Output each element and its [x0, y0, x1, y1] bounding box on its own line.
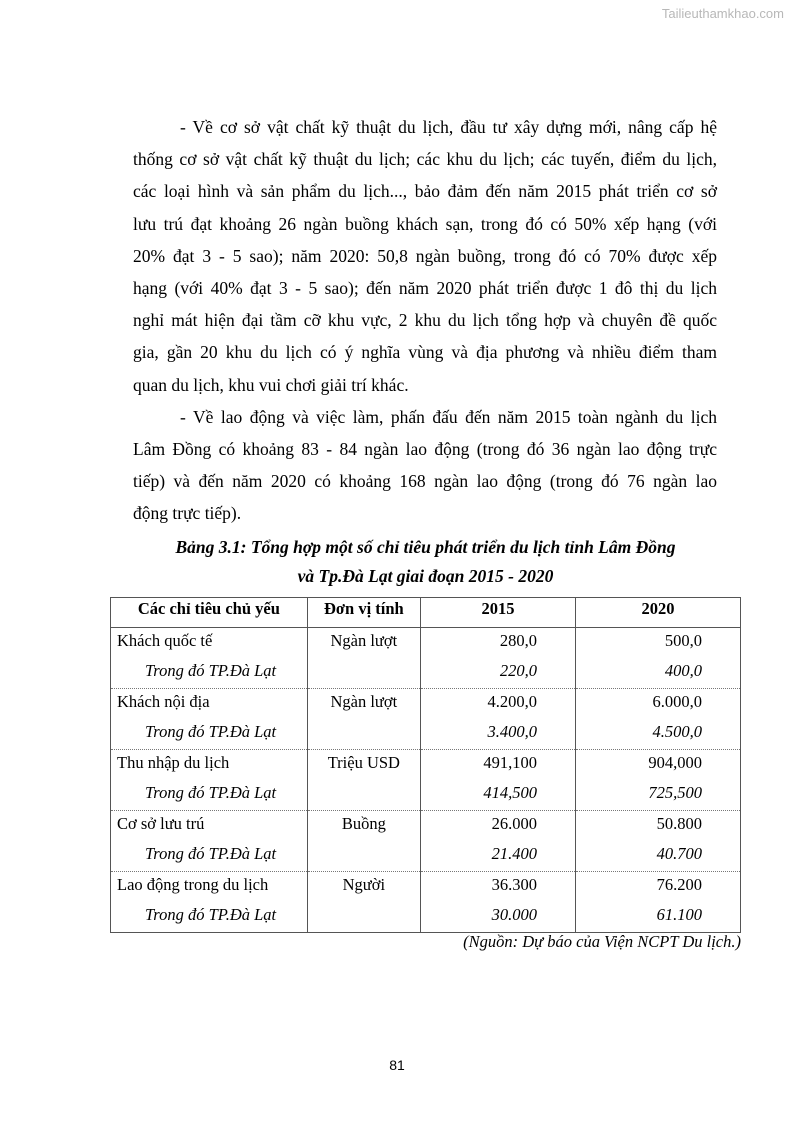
paragraph-line: - Về cơ sở vật chất kỹ thuật du lịch, đầu tư xây dựng mới, nâng cấp hệ [180, 117, 717, 137]
cell-s2020: 40.700 [576, 841, 741, 872]
cell-v2020: 50.800 [576, 811, 741, 842]
table-subrow [111, 658, 741, 689]
cell-v2015: 280,0 [420, 628, 575, 659]
cell-empty [307, 719, 420, 750]
paragraph-line: tiếp) và đến năm 2020 có khoảng 168 ngàn lao động (trong đó 76 ngàn lao [133, 471, 717, 492]
paragraph-line: nghỉ mát hiện đại tầm cỡ khu vực, 2 khu du lịch tổng hợp và chuyên đề quốc [133, 310, 717, 331]
cell-sub: Trong đó TP.Đà Lạt [111, 658, 308, 689]
cell-name: Khách quốc tế [111, 628, 308, 659]
cell-sub: Trong đó TP.Đà Lạt [111, 780, 308, 811]
cell-v2015: 4.200,0 [420, 689, 575, 720]
cell-unit: Ngàn lượt [307, 689, 420, 720]
cell-name: Cơ sở lưu trú [111, 811, 308, 842]
table-caption-line-1: Bảng 3.1: Tổng hợp một số chỉ tiêu phát triển du lịch tỉnh Lâm Đồng [175, 537, 676, 557]
cell-unit: Buồng [307, 811, 420, 842]
cell-empty [307, 902, 420, 933]
cell-s2020: 725,500 [576, 780, 741, 811]
table-row [111, 872, 741, 903]
cell-v2015: 26.000 [420, 811, 575, 842]
paragraph-line: lưu trú đạt khoảng 26 ngàn buồng khách sạn, trong đó có 50% xếp hạng (với [133, 213, 717, 234]
table-subrow [111, 780, 741, 811]
paragraph-line: gia, gần 20 khu du lịch có ý nghĩa vùng và địa phương và nhiều điểm tham [133, 342, 717, 363]
cell-s2015: 21.400 [420, 841, 575, 872]
paragraph-line: Lâm Đồng có khoảng 83 - 84 ngàn lao động (trong đó 36 ngàn lao động trực [133, 439, 717, 459]
paragraph-line: hạng (với 40% đạt 3 - 5 sao); đến năm 2020 phát triển được 1 đô thị du lịch [133, 278, 717, 298]
cell-v2020: 904,000 [576, 750, 741, 781]
header-unit: Đơn vị tính [307, 598, 420, 628]
cell-name: Khách nội địa [111, 689, 308, 720]
cell-v2020: 6.000,0 [576, 689, 741, 720]
cell-s2020: 400,0 [576, 658, 741, 689]
cell-name: Thu nhập du lịch [111, 750, 308, 781]
cell-empty [307, 658, 420, 689]
table-subrow [111, 902, 741, 933]
cell-sub: Trong đó TP.Đà Lạt [111, 841, 308, 872]
paragraph-line: 20% đạt 3 - 5 sao); năm 2020: 50,8 ngàn buồng, trong đó có 70% được xếp [133, 245, 717, 266]
table-row [111, 811, 741, 842]
cell-unit: Triệu USD [307, 750, 420, 781]
header-2020: 2020 [576, 598, 741, 628]
source-note: (Nguồn: Dự báo của Viện NCPT Du lịch.) [463, 932, 741, 951]
cell-s2015: 414,500 [420, 780, 575, 811]
cell-sub: Trong đó TP.Đà Lạt [111, 719, 308, 750]
cell-s2020: 61.100 [576, 902, 741, 933]
cell-sub: Trong đó TP.Đà Lạt [111, 902, 308, 933]
paragraph-line: - Về lao động và việc làm, phấn đấu đến năm 2015 toàn ngành du lịch [180, 406, 717, 427]
table-subrow [111, 719, 741, 750]
cell-empty [307, 780, 420, 811]
cell-empty [307, 841, 420, 872]
data-table [110, 597, 741, 933]
cell-v2020: 500,0 [576, 628, 741, 659]
table-row [111, 628, 741, 659]
paragraph-line: động trực tiếp). [133, 503, 242, 524]
cell-v2015: 491,100 [420, 750, 575, 781]
cell-s2015: 30.000 [420, 902, 575, 933]
paragraph-line: thống cơ sở vật chất kỹ thuật du lịch; các khu du lịch; các tuyến, điểm du lịch, [133, 149, 717, 170]
table-subrow [111, 841, 741, 872]
cell-unit: Ngàn lượt [307, 628, 420, 659]
cell-v2015: 36.300 [420, 872, 575, 903]
paragraph-line: quan du lịch, khu vui chơi giải trí khác. [133, 374, 409, 395]
cell-s2015: 3.400,0 [420, 719, 575, 750]
cell-name: Lao động trong du lịch [111, 872, 308, 903]
watermark: Tailieuthamkhao.com [661, 6, 784, 21]
paragraph-line: các loại hình và sản phẩm du lịch..., bảo đảm đến năm 2015 phát triển cơ sở [133, 181, 717, 202]
header-indicator: Các chỉ tiêu chủ yếu [111, 598, 308, 628]
table-row [111, 689, 741, 720]
cell-s2015: 220,0 [420, 658, 575, 689]
table-row [111, 750, 741, 781]
page-number: 81 [389, 1057, 405, 1073]
cell-s2020: 4.500,0 [576, 719, 741, 750]
header-2015: 2015 [420, 598, 575, 628]
cell-unit: Người [307, 872, 420, 903]
cell-v2020: 76.200 [576, 872, 741, 903]
table-caption-line-2: và Tp.Đà Lạt giai đoạn 2015 - 2020 [297, 566, 554, 586]
